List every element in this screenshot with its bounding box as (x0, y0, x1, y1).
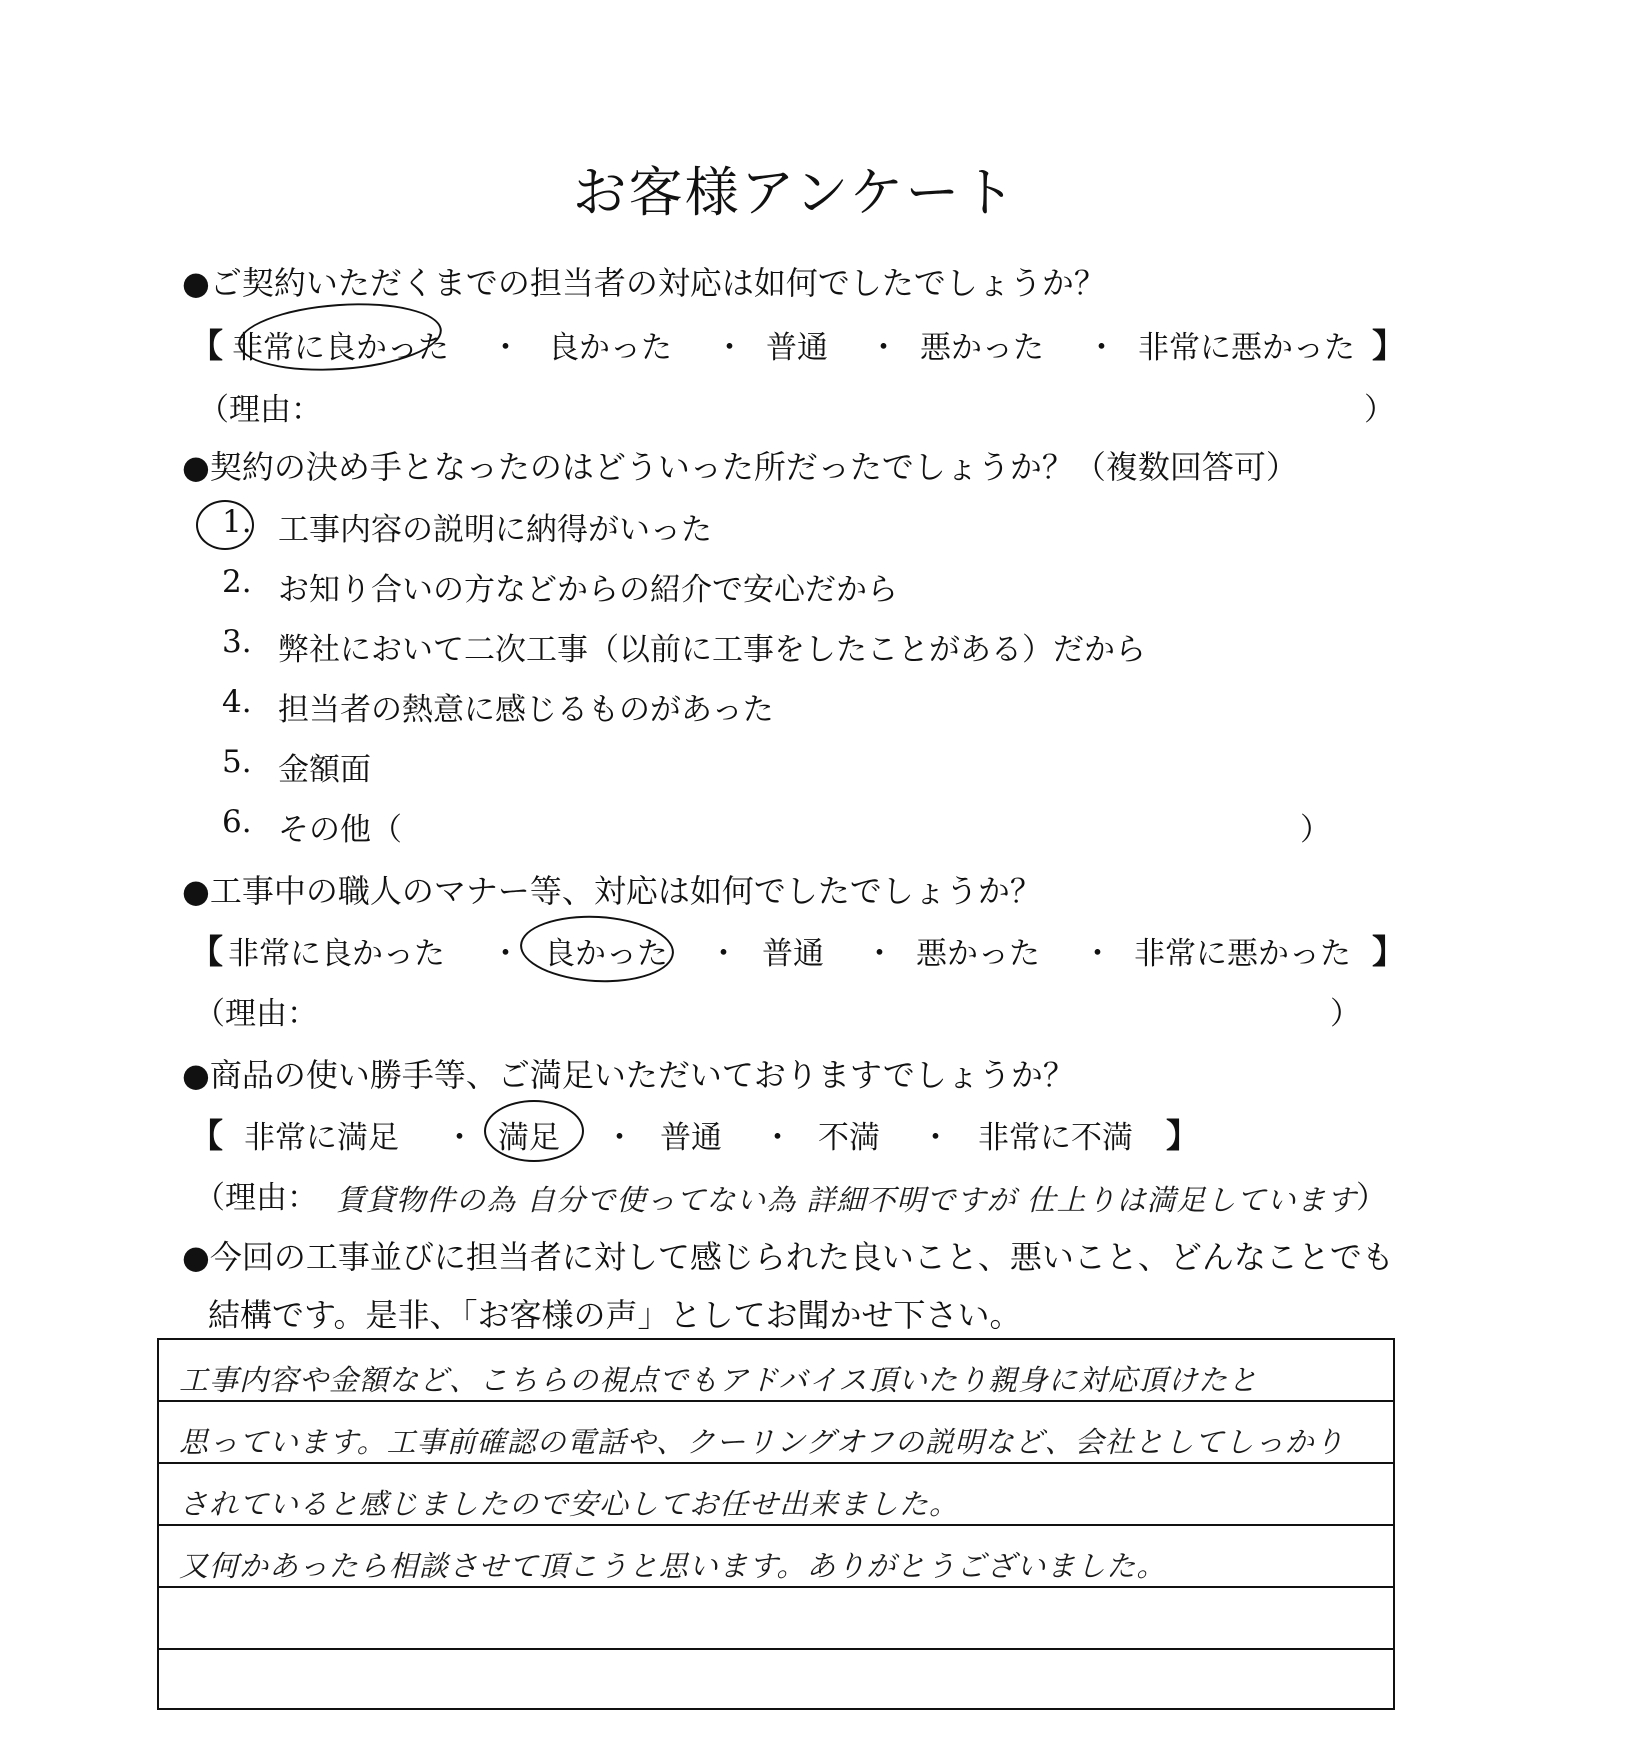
q4-reason-label: （理由： (194, 1180, 318, 1216)
answer-box (157, 1338, 1395, 1710)
q2-item-num[interactable]: 1. (222, 504, 252, 540)
q3-bracket-open: 【 (190, 932, 223, 971)
q1-sep-3: ・ (868, 330, 899, 366)
q1-option-4[interactable]: 悪かった (920, 330, 1044, 366)
q3-sep-1: ・ (490, 936, 521, 972)
answer-line-3: されていると感じましたので安心してお任せ出来ました。 (179, 1487, 960, 1521)
q2-item-text: その他（ (278, 812, 402, 848)
q4-reason-close: ） (1356, 1180, 1387, 1216)
answer-row-divider (159, 1462, 1393, 1464)
q4-sep-4: ・ (920, 1120, 951, 1156)
q1-bracket-close: 】 (1372, 326, 1405, 365)
answer-row-divider (159, 1648, 1393, 1650)
q2-other-close: ） (1300, 812, 1331, 848)
q3-option-1[interactable]: 非常に良かった (228, 936, 445, 972)
q1-sep-1: ・ (490, 330, 521, 366)
q4-sep-3: ・ (762, 1120, 793, 1156)
q1-option-2[interactable]: 良かった (548, 330, 672, 366)
q3-reason-label: （理由： (194, 996, 318, 1032)
question-3: ●工事中の職人のマナー等、対応は如何でしたでしょうか？ (182, 872, 1042, 910)
answer-line-2: 思っています。工事前確認の電話や、クーリングオフの説明など、会社としてしっかり (179, 1425, 1345, 1459)
q4-bracket-open: 【 (190, 1116, 223, 1155)
question-5-line-2: 結構です。是非、「お客様の声」としてお聞かせ下さい。 (208, 1296, 1022, 1334)
answer-row-divider (159, 1400, 1393, 1402)
q4-option-3[interactable]: 普通 (660, 1120, 722, 1156)
question-4: ●商品の使い勝手等、ご満足いただいておりますでしょうか？ (182, 1056, 1075, 1094)
q4-sep-2: ・ (604, 1120, 635, 1156)
selection-circle (518, 912, 675, 986)
q3-option-3[interactable]: 普通 (762, 936, 824, 972)
selection-circle (484, 1100, 584, 1162)
q4-option-5[interactable]: 非常に不満 (978, 1120, 1133, 1156)
q1-sep-4: ・ (1086, 330, 1117, 366)
q2-item-text: 金額面 (278, 752, 371, 788)
answer-row-divider (159, 1524, 1393, 1526)
q4-option-4[interactable]: 不満 (818, 1120, 880, 1156)
q4-bracket-close: 】 (1166, 1116, 1199, 1155)
q3-option-4[interactable]: 悪かった (916, 936, 1040, 972)
q3-sep-3: ・ (864, 936, 895, 972)
q2-item-num[interactable]: 4. (222, 684, 252, 720)
q2-item-text: 担当者の熱意に感じるものがあった (278, 692, 774, 728)
q4-sep-1: ・ (444, 1120, 475, 1156)
q2-item-num[interactable]: 2. (222, 564, 252, 600)
answer-line-4: 又何かあったら相談させて頂こうと思います。ありがとうございました。 (179, 1549, 1167, 1583)
q2-item-num[interactable]: 5. (222, 744, 252, 780)
q3-reason-close: ） (1330, 996, 1361, 1032)
question-1: ●ご契約いただくまでの担当者の対応は如何でしたでしょうか？ (182, 264, 1106, 302)
q3-option-5[interactable]: 非常に悪かった (1134, 936, 1351, 972)
q1-reason-label: （理由： (198, 392, 322, 428)
q3-bracket-close: 】 (1372, 932, 1405, 971)
q1-sep-2: ・ (714, 330, 745, 366)
question-5-line-1: ●今回の工事並びに担当者に対して感じられた良いこと、悪いこと、どんなことでも (182, 1238, 1394, 1276)
question-2: ●契約の決め手となったのはどういった所だったでしょうか？（複数回答可） (182, 448, 1298, 486)
answer-row-divider (159, 1586, 1393, 1588)
q3-sep-4: ・ (1082, 936, 1113, 972)
q4-option-1[interactable]: 非常に満足 (244, 1120, 399, 1156)
q1-option-3[interactable]: 普通 (766, 330, 828, 366)
q1-option-5[interactable]: 非常に悪かった (1138, 330, 1355, 366)
q3-option-2[interactable]: 良かった (544, 936, 668, 972)
q2-item-num[interactable]: 6. (222, 804, 252, 840)
q4-option-2[interactable]: 満足 (498, 1120, 560, 1156)
q3-sep-2: ・ (708, 936, 739, 972)
q4-reason-handwritten: 賃貸物件の為 自分で使ってない為 詳細不明ですが 仕上りは満足しています (336, 1183, 1357, 1217)
q2-item-text: 弊社において二次工事（以前に工事をしたことがある）だから (278, 632, 1146, 668)
q2-item-text: お知り合いの方などからの紹介で安心だから (278, 572, 898, 608)
selection-circle (196, 500, 254, 550)
q1-reason-close: ） (1364, 392, 1395, 428)
q1-option-1[interactable]: 非常に良かった (232, 330, 449, 366)
page-title: お客様アンケート (572, 161, 1018, 224)
q2-item-text: 工事内容の説明に納得がいった (278, 512, 712, 548)
answer-line-1: 工事内容や金額など、こちらの視点でもアドバイス頂いたり親身に対応頂けたと (179, 1363, 1259, 1397)
q1-bracket-open: 【 (190, 326, 223, 365)
q2-item-num[interactable]: 3. (222, 624, 252, 660)
